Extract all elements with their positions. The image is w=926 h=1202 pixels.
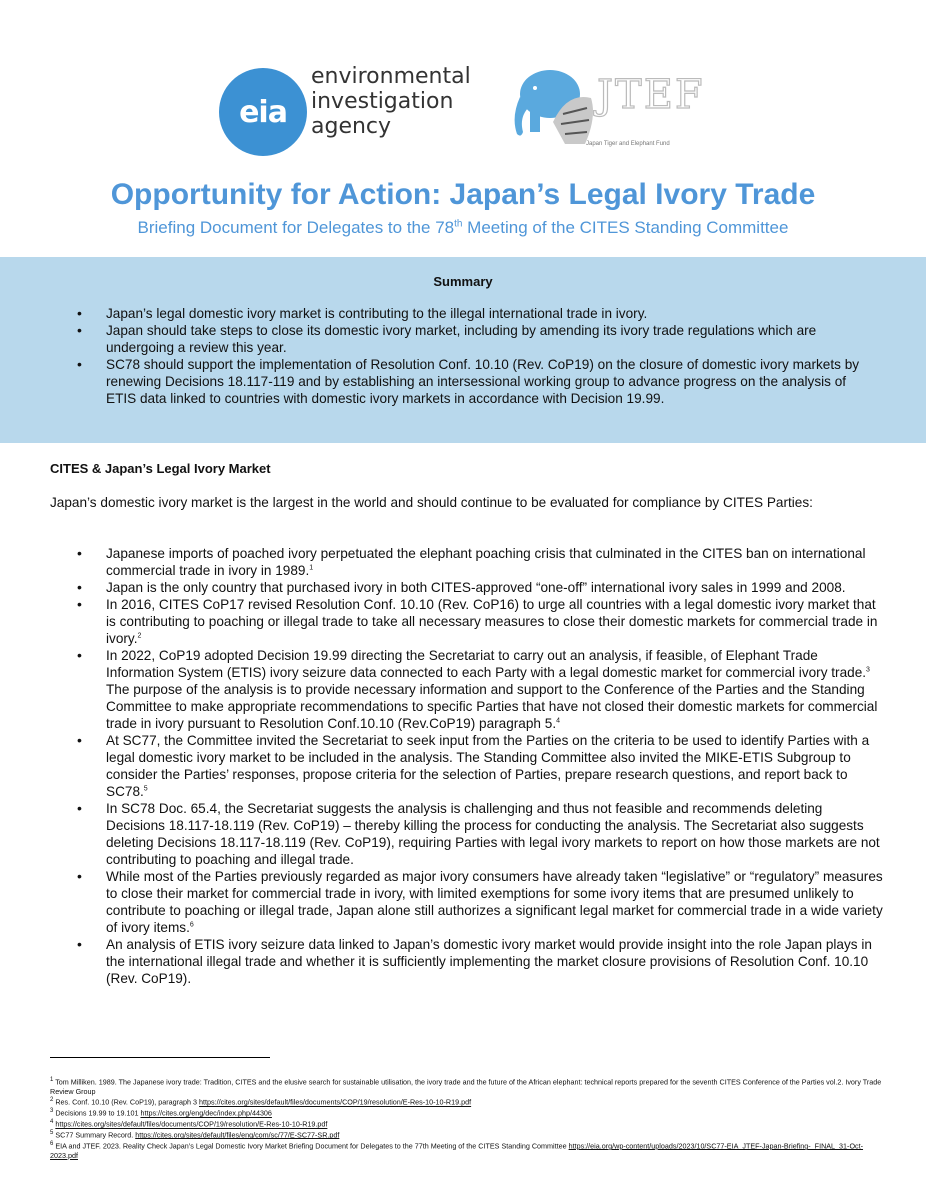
- page-subtitle: [0, 218, 926, 238]
- footnote-link[interactable]: https://cites.org/sites/default/files/documents/COP/19/resolution/E-Res-10-10-R19.pdf: [55, 1119, 328, 1129]
- footnote-text: SC77 Summary Record.: [55, 1130, 136, 1140]
- footnote-text: Res. Conf. 10.10 (Rev. CoP19), paragraph 3: [55, 1097, 200, 1107]
- eia-line-3: agency: [311, 114, 392, 139]
- footnote-num: 6: [50, 1140, 54, 1147]
- list-item-text: At SC77, the Committee invited the Secretariat to seek input from the Parties on the criteria to be used to identify Parties with a legal domestic ivory market to be included in the analysis. The Standing Committee also invited the MIKE-ETIS Subgroup to consider the Parties’ responses, propose criteria for the selection of Parties, prepare research questions, and report back to SC78.: [106, 733, 870, 799]
- section-list: [50, 545, 885, 987]
- footnote: [50, 1076, 890, 1096]
- list-item-text: Japanese imports of poached ivory perpetuated the elephant poaching crisis that culminated in the CITES ban on international commercial trade in ivory in 1989.: [106, 546, 866, 578]
- subtitle-post: Meeting of the CITES Standing Committee: [462, 218, 789, 237]
- list-item: [50, 732, 885, 800]
- footnote-ref[interactable]: 1: [309, 564, 314, 572]
- footnote: [50, 1129, 890, 1140]
- footnote-text: Tom Milliken. 1989. The Japanese ivory trade: Tradition, CITES and the elusive search for sustainable utilisation, the ivory trade and the future of the African elephant: technical reports prepared for the seventh CITES Conference of the Parties vol.2. Ivory Trade Review Group: [50, 1077, 882, 1096]
- eia-line-2: investigation: [311, 89, 454, 114]
- list-item: [50, 545, 885, 579]
- footnote-num: 1: [50, 1077, 54, 1083]
- footnote: [50, 1096, 890, 1107]
- footnote: [50, 1118, 890, 1129]
- footnote-num: 4: [50, 1119, 54, 1126]
- list-item: [50, 647, 885, 732]
- subtitle-pre: Briefing Document for Delegates to the 78: [137, 218, 455, 237]
- footnote-link[interactable]: https://eia.org/wp-content/uploads/2023/10/SC77-EIA_JTEF-Japan-Briefing-_FINAL_31-Oct-2023.pdf: [50, 1141, 864, 1160]
- footnote-text: EIA and JTEF. 2023. Reality Check Japan’s Legal Domestic Ivory Market Briefing Document for Delegates to the 77th Meeting of the CITES Standing Committee: [55, 1141, 569, 1151]
- page-title: Opportunity for Action: Japan’s Legal Ivory Trade: [110, 178, 816, 211]
- list-item-text: In 2022, CoP19 adopted Decision 19.99 directing the Secretariat to carry out an analysis, if feasible, of Elephant Trade Information System (ETIS) ivory seizure data connected to each Party with a legal domestic market for commercial ivory trade.: [106, 648, 867, 680]
- list-item: [50, 868, 885, 936]
- footnote-ref[interactable]: 4: [556, 717, 561, 725]
- footnote: [50, 1107, 890, 1118]
- logo-bar: [0, 62, 926, 162]
- list-item: [50, 936, 885, 987]
- eia-wordmark: [311, 64, 471, 139]
- footnote-text: Decisions 19.99 to 19.101: [55, 1108, 141, 1118]
- eia-logo-mark: eia: [219, 68, 307, 156]
- summary-heading: Summary: [433, 274, 493, 289]
- footnote-link[interactable]: https://cites.org/sites/default/files/documents/COP/19/resolution/E-Res-10-10-R19.pdf: [199, 1097, 472, 1107]
- list-item: [50, 800, 885, 868]
- list-item-text: In SC78 Doc. 65.4, the Secretariat suggests the analysis is challenging and thus not feasible and recommends deleting Decisions 18.117-18.119 (Rev. CoP19) – thereby killing the process for conducting the analysis. The Secretariat also suggests deleting Decisions 18.117-18.119 (Rev. CoP19), requiring Parties with legal ivory markets to report on how those markets are not contributing to poaching and illegal trade.: [106, 801, 880, 867]
- list-item: [50, 596, 885, 647]
- jtef-letters: JTEF: [597, 72, 705, 118]
- list-item-text: Japan is the only country that purchased ivory in both CITES-approved “one-off” international ivory sales in 1999 and 2008.: [106, 580, 846, 595]
- section-intro: Japan’s domestic ivory market is the largest in the world and should continue to be evaluated for compliance by CITES Parties:: [50, 495, 813, 510]
- eia-line-1: environmental: [311, 64, 471, 89]
- footnote-link[interactable]: https://cites.org/eng/dec/index.php/44306: [140, 1108, 272, 1118]
- footnote-ref[interactable]: 2: [137, 632, 142, 640]
- subtitle-sup: th: [454, 218, 463, 230]
- footnote-ref[interactable]: 5: [143, 785, 148, 793]
- footnote-ref[interactable]: 3: [866, 666, 870, 674]
- footnote: [50, 1140, 890, 1160]
- list-item: [50, 579, 885, 596]
- footnote-num: 2: [50, 1097, 54, 1104]
- summary-item: • SC78 should support the implementation of Resolution Conf. 10.10 (Rev. CoP19) on the closure of domestic ivory markets by renewing Decisions 18.117-119 and by establishing an intersessional working group to advance progress on the analysis of ETIS data linked to countries with domestic ivory markets in accordance with Decision 19.99.: [50, 356, 880, 407]
- list-item-text: In 2016, CITES CoP17 revised Resolution Conf. 10.10 (Rev. CoP16) to urge all countries with a legal domestic ivory market that is contributing to poaching or illegal trade to take all necessary measures to close their domestic markets for commercial trade in ivory.: [106, 597, 878, 646]
- footnote-num: 3: [50, 1108, 54, 1115]
- footnote-num: 5: [50, 1130, 54, 1137]
- list-item-text: While most of the Parties previously regarded as major ivory consumers have already taken “legislative” or “regulatory” measures to close their market for commercial trade in ivory, with limited exemptions for some ivory items that are presumed unlikely to contribute to poaching or illegal trade, Japan alone still authorizes a significant legal market for commercial trade in a wide variety of ivory items.: [106, 869, 883, 935]
- list-item-text: An analysis of ETIS ivory seizure data linked to Japan’s domestic ivory market would provide insight into the role Japan plays in the international illegal trade and whether it is sufficiently implementing the market closure provisions of Resolution Conf. 10.10 (Rev. CoP19).: [106, 937, 872, 986]
- summary-item: • Japan’s legal domestic ivory market is contributing to the illegal international trade in ivory.: [50, 305, 880, 322]
- list-item-text-cont: The purpose of the analysis is to provide necessary information and support to the Conference of the Parties and the Standing Committee to make appropriate recommendations to specific Parties that have not closed their domestic markets for commercial trade in ivory pursuant to Resolution Conf.10.10 (Rev.CoP19) paragraph 5.: [106, 682, 878, 731]
- footnote-ref[interactable]: 6: [189, 921, 194, 929]
- footnote-divider: [50, 1057, 270, 1058]
- jtef-logo: [505, 62, 705, 162]
- summary-item: • Japan should take steps to close its domestic ivory market, including by amending its ivory trade regulations which are undergoing a review this year.: [50, 322, 880, 356]
- jtef-tagline: Japan Tiger and Elephant Fund: [586, 141, 670, 147]
- footnotes: [50, 1076, 890, 1160]
- section-heading: CITES & Japan’s Legal Ivory Market: [50, 461, 271, 476]
- summary-list: [50, 305, 880, 407]
- footnote-link[interactable]: https://cites.org/sites/default/files/eng/com/sc/77/E-SC77-SR.pdf: [135, 1130, 340, 1140]
